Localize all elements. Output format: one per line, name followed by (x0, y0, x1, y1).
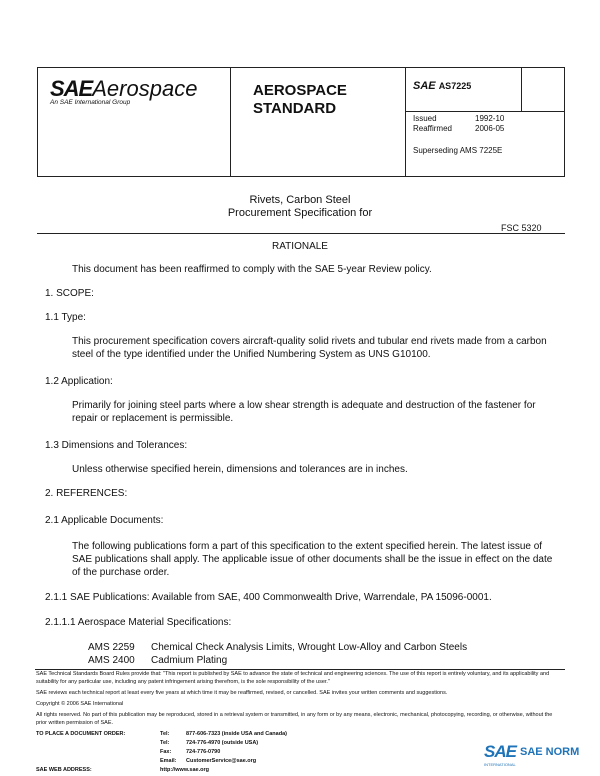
header-divider-2 (405, 67, 406, 177)
footer-review-text: SAE reviews each technical report at least every five years at which time it may be reaffirmed, revised, or cancelled. SAE invites your written comments and suggestions. (36, 690, 448, 696)
issued-label: Issued (413, 114, 437, 123)
email-link[interactable]: CustomerService@sae.org (186, 758, 257, 764)
logo-subtitle: An SAE International Group (50, 99, 131, 106)
section-2-1-heading: 2.1 Applicable Documents: (45, 515, 164, 526)
header-divider-1 (230, 67, 231, 177)
standard-title-line2: STANDARD (253, 100, 337, 117)
tel2-label: Tel: (160, 740, 170, 746)
superseding-text: Superseding AMS 7225E (413, 146, 503, 155)
fsc-code: FSC 5320 (501, 223, 542, 233)
email-label: Email: (160, 758, 177, 764)
tel2-value: 724-776-4970 (outside USA) (186, 740, 259, 746)
section-2-heading: 2. REFERENCES: (45, 488, 128, 499)
stamp-norm-text: SAE NORM (520, 746, 580, 758)
logo-sae: SAE (50, 76, 93, 101)
doc-number (413, 80, 471, 92)
section-1-2-text: Primarily for joining steel parts where a low shear strength is adequate and destruction of the fastener for repair or replacement is permissible. (72, 400, 536, 424)
footer-rule (35, 669, 565, 670)
stamp-subtitle: INTERNATIONAL (484, 762, 516, 767)
doc-sae-logo: SAE (413, 80, 436, 92)
issued-value: 1992-10 (475, 114, 505, 123)
sae-norm-stamp (484, 742, 594, 772)
rationale-heading: RATIONALE (272, 241, 328, 252)
ams-2400-number: AMS 2400 (88, 655, 135, 666)
fax-value: 724-776-0790 (186, 749, 221, 755)
standard-title-line1: AEROSPACE (253, 82, 347, 99)
rationale-text: This document has been reaffirmed to comply with the SAE 5-year Review policy. (72, 264, 432, 275)
section-1-3-text: Unless otherwise specified herein, dimensions and tolerances are in inches. (72, 464, 408, 475)
footer-rules-text: SAE Technical Standards Board Rules provide that: "This report is published by SAE to advance the state of technical and engineering sciences. The use of this report is entirely voluntary, and its applicability and suitability for any particular use, including any patent infringement arising therefrom, is the sole responsibility of the user." (36, 671, 550, 685)
tel-label: Tel: (160, 731, 170, 737)
doc-title-line1: Rivets, Carbon Steel (249, 194, 351, 206)
section-1-1-text: This procurement specification covers aircraft-quality solid rivets and tubular end rivets made from a carbon steel of the type identified under the Unified Numbering System as UNS G10100. (72, 336, 547, 360)
web-link[interactable]: http://www.sae.org (160, 767, 209, 773)
title-rule (37, 233, 565, 234)
doc-number-value: AS7225 (438, 81, 472, 91)
section-1-2-heading: 1.2 Application: (45, 376, 113, 387)
footer-rights-text: All rights reserved. No part of this publication may be reproduced, stored in a retrieval system or transmitted, in any form or by any means, electronic, mechanical, photocopying, recording, or otherwise, without the prior written permission of SAE. (36, 712, 553, 726)
tel-value: 877-606-7323 (inside USA and Canada) (186, 731, 287, 737)
doc-title-line2: Procurement Specification for (227, 207, 373, 219)
logo-aerospace: Aerospace (92, 76, 198, 101)
ams-2400-title: Cadmium Plating (151, 655, 228, 666)
ams-2259-number: AMS 2259 (88, 642, 135, 653)
header-rule (405, 111, 565, 112)
section-1-3-heading: 1.3 Dimensions and Tolerances: (45, 440, 188, 451)
section-2-1-text: The following publications form a part of this specification to the extent specified herein. The latest issue of SAE publications shall apply. The applicable issue of other documents shall be the issue in effect on the date of the purchase order. (72, 541, 553, 578)
ams-2259-title: Chemical Check Analysis Limits, Wrought Low-Alloy and Carbon Steels (151, 642, 468, 653)
fax-label: Fax: (160, 749, 172, 755)
section-2-1-1-1-heading: 2.1.1.1 Aerospace Material Specifications: (45, 617, 232, 628)
footer-copyright: Copyright © 2006 SAE International (36, 701, 124, 707)
sae-aerospace-logo (50, 77, 197, 101)
section-2-1-1-text: 2.1.1 SAE Publications: Available from SAE, 400 Commonwealth Drive, Warrendale, PA 15096-0001. (45, 592, 492, 603)
header-divider-3 (521, 67, 522, 111)
web-label: SAE WEB ADDRESS: (36, 767, 92, 773)
section-1-heading: 1. SCOPE: (45, 288, 94, 299)
order-label: TO PLACE A DOCUMENT ORDER: (36, 731, 126, 737)
reaffirmed-value: 2006-05 (475, 124, 505, 133)
stamp-sae-logo: SAE (484, 742, 516, 761)
reaffirmed-label: Reaffirmed (413, 124, 452, 133)
section-1-1-heading: 1.1 Type: (45, 312, 86, 323)
